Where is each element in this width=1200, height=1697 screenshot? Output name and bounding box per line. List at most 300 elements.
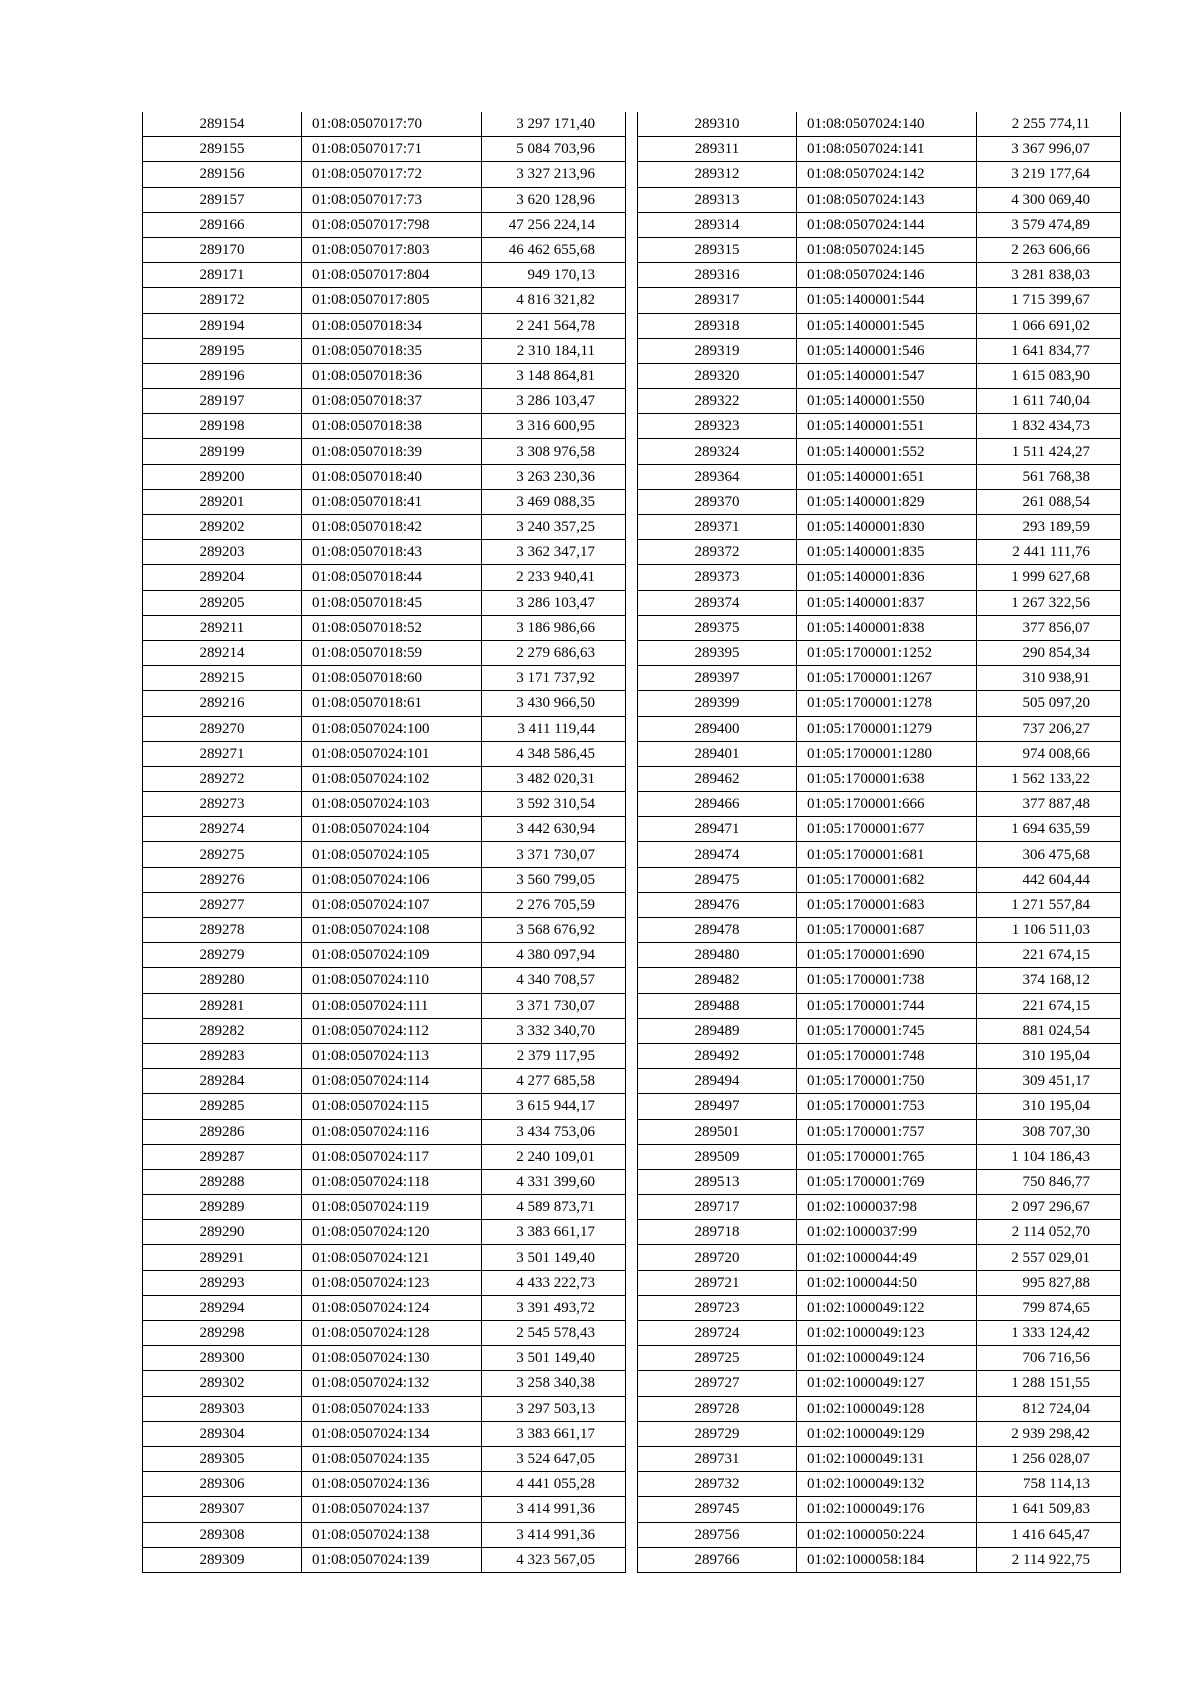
value-cell: 47 256 224,14 bbox=[482, 212, 626, 237]
cadastral-number-cell: 01:08:0507024:128 bbox=[302, 1321, 482, 1346]
table-row bbox=[638, 1472, 1121, 1497]
table-row bbox=[638, 867, 1121, 892]
value-cell: 3 434 753,06 bbox=[482, 1119, 626, 1144]
table-row bbox=[143, 792, 626, 817]
table-row bbox=[638, 716, 1121, 741]
cadastral-number-cell: 01:08:0507018:40 bbox=[302, 464, 482, 489]
record-number-cell: 289272 bbox=[143, 766, 302, 791]
value-cell: 3 286 103,47 bbox=[482, 389, 626, 414]
table-row bbox=[638, 565, 1121, 590]
record-number-cell: 289462 bbox=[638, 766, 797, 791]
cadastral-number-cell: 01:02:1000049:122 bbox=[797, 1295, 977, 1320]
value-cell: 3 240 357,25 bbox=[482, 515, 626, 540]
value-cell: 4 589 873,71 bbox=[482, 1195, 626, 1220]
value-cell: 3 383 661,17 bbox=[482, 1220, 626, 1245]
value-cell: 3 367 996,07 bbox=[977, 137, 1121, 162]
table-row bbox=[143, 313, 626, 338]
cadastral-number-cell: 01:05:1700001:638 bbox=[797, 766, 977, 791]
value-cell: 3 469 088,35 bbox=[482, 489, 626, 514]
value-cell: 974 008,66 bbox=[977, 741, 1121, 766]
value-cell: 3 308 976,58 bbox=[482, 439, 626, 464]
table-row bbox=[638, 993, 1121, 1018]
table-row bbox=[143, 464, 626, 489]
record-number-cell: 289270 bbox=[143, 716, 302, 741]
cadastral-number-cell: 01:08:0507024:141 bbox=[797, 137, 977, 162]
table-row bbox=[143, 1220, 626, 1245]
value-cell: 799 874,65 bbox=[977, 1295, 1121, 1320]
value-cell: 3 501 149,40 bbox=[482, 1245, 626, 1270]
record-number-cell: 289305 bbox=[143, 1446, 302, 1471]
cadastral-number-cell: 01:08:0507024:142 bbox=[797, 162, 977, 187]
cadastral-number-cell: 01:05:1400001:545 bbox=[797, 313, 977, 338]
table-row bbox=[143, 187, 626, 212]
table-row bbox=[143, 414, 626, 439]
cadastral-number-cell: 01:05:1700001:753 bbox=[797, 1094, 977, 1119]
cadastral-number-cell: 01:05:1700001:677 bbox=[797, 817, 977, 842]
cadastral-number-cell: 01:08:0507024:123 bbox=[302, 1270, 482, 1295]
value-cell: 4 816 321,82 bbox=[482, 288, 626, 313]
record-number-cell: 289284 bbox=[143, 1069, 302, 1094]
table-row bbox=[143, 993, 626, 1018]
record-number-cell: 289509 bbox=[638, 1144, 797, 1169]
value-cell: 1 288 151,55 bbox=[977, 1371, 1121, 1396]
record-number-cell: 289320 bbox=[638, 363, 797, 388]
record-number-cell: 289304 bbox=[143, 1421, 302, 1446]
value-cell: 221 674,15 bbox=[977, 993, 1121, 1018]
cadastral-number-cell: 01:08:0507024:119 bbox=[302, 1195, 482, 1220]
cadastral-number-cell: 01:08:0507018:43 bbox=[302, 540, 482, 565]
value-cell: 3 171 737,92 bbox=[482, 666, 626, 691]
record-number-cell: 289205 bbox=[143, 590, 302, 615]
value-cell: 812 724,04 bbox=[977, 1396, 1121, 1421]
value-cell: 3 371 730,07 bbox=[482, 993, 626, 1018]
cadastral-number-cell: 01:05:1400001:546 bbox=[797, 338, 977, 363]
record-number-cell: 289466 bbox=[638, 792, 797, 817]
record-number-cell: 289215 bbox=[143, 666, 302, 691]
table-row bbox=[143, 1069, 626, 1094]
value-cell: 4 433 222,73 bbox=[482, 1270, 626, 1295]
cadastral-number-cell: 01:05:1400001:651 bbox=[797, 464, 977, 489]
table-row bbox=[638, 1497, 1121, 1522]
record-number-cell: 289513 bbox=[638, 1169, 797, 1194]
record-number-cell: 289274 bbox=[143, 817, 302, 842]
value-cell: 306 475,68 bbox=[977, 842, 1121, 867]
cadastral-number-cell: 01:08:0507024:135 bbox=[302, 1446, 482, 1471]
record-number-cell: 289725 bbox=[638, 1346, 797, 1371]
value-cell: 3 414 991,36 bbox=[482, 1522, 626, 1547]
table-row bbox=[638, 1245, 1121, 1270]
record-number-cell: 289289 bbox=[143, 1195, 302, 1220]
record-number-cell: 289322 bbox=[638, 389, 797, 414]
table-row bbox=[143, 338, 626, 363]
cadastral-number-cell: 01:05:1700001:745 bbox=[797, 1018, 977, 1043]
cadastral-number-cell: 01:02:1000050:224 bbox=[797, 1522, 977, 1547]
cadastral-number-cell: 01:05:1700001:757 bbox=[797, 1119, 977, 1144]
cadastral-number-cell: 01:02:1000058:184 bbox=[797, 1547, 977, 1572]
record-number-cell: 289489 bbox=[638, 1018, 797, 1043]
cadastral-number-cell: 01:08:0507024:121 bbox=[302, 1245, 482, 1270]
cadastral-number-cell: 01:08:0507018:60 bbox=[302, 666, 482, 691]
record-number-cell: 289202 bbox=[143, 515, 302, 540]
table-row bbox=[638, 112, 1121, 137]
value-cell: 1 694 635,59 bbox=[977, 817, 1121, 842]
cadastral-number-cell: 01:08:0507018:45 bbox=[302, 590, 482, 615]
record-number-cell: 289214 bbox=[143, 640, 302, 665]
record-number-cell: 289286 bbox=[143, 1119, 302, 1144]
record-number-cell: 289291 bbox=[143, 1245, 302, 1270]
record-number-cell: 289728 bbox=[638, 1396, 797, 1421]
record-number-cell: 289488 bbox=[638, 993, 797, 1018]
cadastral-number-cell: 01:08:0507024:115 bbox=[302, 1094, 482, 1119]
value-cell: 2 379 117,95 bbox=[482, 1043, 626, 1068]
cadastral-number-cell: 01:05:1700001:682 bbox=[797, 867, 977, 892]
table-row bbox=[143, 1195, 626, 1220]
value-cell: 1 333 124,42 bbox=[977, 1321, 1121, 1346]
cadastral-number-cell: 01:08:0507024:146 bbox=[797, 263, 977, 288]
cadastral-number-cell: 01:05:1700001:1279 bbox=[797, 716, 977, 741]
record-number-cell: 289375 bbox=[638, 615, 797, 640]
record-number-cell: 289290 bbox=[143, 1220, 302, 1245]
record-number-cell: 289154 bbox=[143, 112, 302, 137]
table-row bbox=[638, 590, 1121, 615]
value-cell: 4 300 069,40 bbox=[977, 187, 1121, 212]
value-cell: 706 716,56 bbox=[977, 1346, 1121, 1371]
record-number-cell: 289717 bbox=[638, 1195, 797, 1220]
table-row bbox=[143, 439, 626, 464]
cadastral-number-cell: 01:08:0507017:70 bbox=[302, 112, 482, 137]
record-number-cell: 289372 bbox=[638, 540, 797, 565]
value-cell: 1 066 691,02 bbox=[977, 313, 1121, 338]
cadastral-number-cell: 01:08:0507024:132 bbox=[302, 1371, 482, 1396]
record-number-cell: 289282 bbox=[143, 1018, 302, 1043]
cadastral-number-cell: 01:05:1400001:547 bbox=[797, 363, 977, 388]
cadastral-number-cell: 01:08:0507024:116 bbox=[302, 1119, 482, 1144]
value-cell: 1 615 083,90 bbox=[977, 363, 1121, 388]
table-row bbox=[638, 288, 1121, 313]
cadastral-number-cell: 01:08:0507017:803 bbox=[302, 237, 482, 262]
record-number-cell: 289276 bbox=[143, 867, 302, 892]
value-cell: 3 560 799,05 bbox=[482, 867, 626, 892]
table-row bbox=[143, 1270, 626, 1295]
value-cell: 2 939 298,42 bbox=[977, 1421, 1121, 1446]
value-cell: 290 854,34 bbox=[977, 640, 1121, 665]
cadastral-number-cell: 01:05:1700001:681 bbox=[797, 842, 977, 867]
value-cell: 2 240 109,01 bbox=[482, 1144, 626, 1169]
table-row bbox=[143, 1245, 626, 1270]
value-cell: 3 327 213,96 bbox=[482, 162, 626, 187]
record-number-cell: 289275 bbox=[143, 842, 302, 867]
table-row bbox=[638, 1396, 1121, 1421]
value-cell: 995 827,88 bbox=[977, 1270, 1121, 1295]
value-cell: 5 084 703,96 bbox=[482, 137, 626, 162]
record-number-cell: 289370 bbox=[638, 489, 797, 514]
value-cell: 308 707,30 bbox=[977, 1119, 1121, 1144]
record-number-cell: 289478 bbox=[638, 918, 797, 943]
cadastral-number-cell: 01:02:1000049:128 bbox=[797, 1396, 977, 1421]
value-cell: 3 442 630,94 bbox=[482, 817, 626, 842]
table-row bbox=[143, 817, 626, 842]
table-row bbox=[638, 363, 1121, 388]
table-row bbox=[143, 1371, 626, 1396]
table-row bbox=[143, 288, 626, 313]
cadastral-number-cell: 01:08:0507024:114 bbox=[302, 1069, 482, 1094]
table-row bbox=[143, 1421, 626, 1446]
cadastral-number-cell: 01:08:0507024:108 bbox=[302, 918, 482, 943]
record-number-cell: 289307 bbox=[143, 1497, 302, 1522]
table-row bbox=[143, 842, 626, 867]
cadastral-number-cell: 01:02:1000049:123 bbox=[797, 1321, 977, 1346]
table-row bbox=[143, 1346, 626, 1371]
record-number-cell: 289729 bbox=[638, 1421, 797, 1446]
cadastral-number-cell: 01:08:0507024:111 bbox=[302, 993, 482, 1018]
registry-table-left bbox=[142, 112, 626, 1573]
table-row bbox=[143, 968, 626, 993]
cadastral-number-cell: 01:08:0507024:105 bbox=[302, 842, 482, 867]
cadastral-number-cell: 01:08:0507024:137 bbox=[302, 1497, 482, 1522]
record-number-cell: 289199 bbox=[143, 439, 302, 464]
value-cell: 4 331 399,60 bbox=[482, 1169, 626, 1194]
table-row bbox=[638, 212, 1121, 237]
record-number-cell: 289480 bbox=[638, 943, 797, 968]
record-number-cell: 289397 bbox=[638, 666, 797, 691]
record-number-cell: 289374 bbox=[638, 590, 797, 615]
record-number-cell: 289482 bbox=[638, 968, 797, 993]
value-cell: 949 170,13 bbox=[482, 263, 626, 288]
table-row bbox=[638, 640, 1121, 665]
record-number-cell: 289471 bbox=[638, 817, 797, 842]
value-cell: 442 604,44 bbox=[977, 867, 1121, 892]
record-number-cell: 289294 bbox=[143, 1295, 302, 1320]
table-row bbox=[638, 1094, 1121, 1119]
cadastral-number-cell: 01:05:1400001:838 bbox=[797, 615, 977, 640]
record-number-cell: 289314 bbox=[638, 212, 797, 237]
record-number-cell: 289200 bbox=[143, 464, 302, 489]
value-cell: 310 938,91 bbox=[977, 666, 1121, 691]
record-number-cell: 289720 bbox=[638, 1245, 797, 1270]
cadastral-number-cell: 01:05:1400001:837 bbox=[797, 590, 977, 615]
record-number-cell: 289281 bbox=[143, 993, 302, 1018]
table-row bbox=[143, 1295, 626, 1320]
table-row bbox=[143, 137, 626, 162]
record-number-cell: 289475 bbox=[638, 867, 797, 892]
table-row bbox=[143, 1497, 626, 1522]
record-number-cell: 289474 bbox=[638, 842, 797, 867]
record-number-cell: 289195 bbox=[143, 338, 302, 363]
value-cell: 3 620 128,96 bbox=[482, 187, 626, 212]
cadastral-number-cell: 01:08:0507024:133 bbox=[302, 1396, 482, 1421]
record-number-cell: 289288 bbox=[143, 1169, 302, 1194]
table-row bbox=[638, 338, 1121, 363]
record-number-cell: 289172 bbox=[143, 288, 302, 313]
record-number-cell: 289302 bbox=[143, 1371, 302, 1396]
table-row bbox=[638, 1321, 1121, 1346]
value-cell: 1 641 834,77 bbox=[977, 338, 1121, 363]
cadastral-number-cell: 01:05:1700001:1278 bbox=[797, 691, 977, 716]
record-number-cell: 289724 bbox=[638, 1321, 797, 1346]
cadastral-number-cell: 01:08:0507018:44 bbox=[302, 565, 482, 590]
cadastral-number-cell: 01:05:1700001:690 bbox=[797, 943, 977, 968]
table-row bbox=[638, 892, 1121, 917]
record-number-cell: 289166 bbox=[143, 212, 302, 237]
table-row bbox=[638, 162, 1121, 187]
table-row bbox=[143, 363, 626, 388]
cadastral-number-cell: 01:05:1700001:765 bbox=[797, 1144, 977, 1169]
value-cell: 4 380 097,94 bbox=[482, 943, 626, 968]
cadastral-number-cell: 01:08:0507024:134 bbox=[302, 1421, 482, 1446]
table-row bbox=[143, 515, 626, 540]
cadastral-number-cell: 01:08:0507017:804 bbox=[302, 263, 482, 288]
table-row bbox=[638, 1346, 1121, 1371]
table-row bbox=[638, 137, 1121, 162]
cadastral-number-cell: 01:05:1700001:1252 bbox=[797, 640, 977, 665]
cadastral-number-cell: 01:08:0507018:37 bbox=[302, 389, 482, 414]
value-cell: 1 271 557,84 bbox=[977, 892, 1121, 917]
registry-table-right bbox=[637, 112, 1121, 1573]
value-cell: 2 310 184,11 bbox=[482, 338, 626, 363]
value-cell: 3 414 991,36 bbox=[482, 1497, 626, 1522]
value-cell: 2 441 111,76 bbox=[977, 540, 1121, 565]
record-number-cell: 289279 bbox=[143, 943, 302, 968]
cadastral-number-cell: 01:05:1700001:1267 bbox=[797, 666, 977, 691]
value-cell: 3 332 340,70 bbox=[482, 1018, 626, 1043]
cadastral-number-cell: 01:08:0507024:143 bbox=[797, 187, 977, 212]
cadastral-number-cell: 01:05:1400001:551 bbox=[797, 414, 977, 439]
cadastral-number-cell: 01:02:1000049:131 bbox=[797, 1446, 977, 1471]
table-row bbox=[638, 263, 1121, 288]
record-number-cell: 289395 bbox=[638, 640, 797, 665]
record-number-cell: 289201 bbox=[143, 489, 302, 514]
cadastral-number-cell: 01:08:0507018:36 bbox=[302, 363, 482, 388]
value-cell: 1 511 424,27 bbox=[977, 439, 1121, 464]
cadastral-number-cell: 01:05:1400001:829 bbox=[797, 489, 977, 514]
cadastral-number-cell: 01:08:0507024:104 bbox=[302, 817, 482, 842]
cadastral-number-cell: 01:05:1400001:544 bbox=[797, 288, 977, 313]
value-cell: 3 391 493,72 bbox=[482, 1295, 626, 1320]
table-row bbox=[143, 1018, 626, 1043]
table-row bbox=[143, 1547, 626, 1572]
record-number-cell: 289170 bbox=[143, 237, 302, 262]
value-cell: 293 189,59 bbox=[977, 515, 1121, 540]
value-cell: 3 615 944,17 bbox=[482, 1094, 626, 1119]
table-row bbox=[143, 389, 626, 414]
record-number-cell: 289310 bbox=[638, 112, 797, 137]
table-row bbox=[638, 842, 1121, 867]
table-row bbox=[143, 766, 626, 791]
record-number-cell: 289497 bbox=[638, 1094, 797, 1119]
record-number-cell: 289731 bbox=[638, 1446, 797, 1471]
cadastral-number-cell: 01:05:1400001:830 bbox=[797, 515, 977, 540]
value-cell: 3 219 177,64 bbox=[977, 162, 1121, 187]
record-number-cell: 289399 bbox=[638, 691, 797, 716]
record-number-cell: 289300 bbox=[143, 1346, 302, 1371]
cadastral-number-cell: 01:08:0507018:38 bbox=[302, 414, 482, 439]
record-number-cell: 289306 bbox=[143, 1472, 302, 1497]
value-cell: 1 267 322,56 bbox=[977, 590, 1121, 615]
record-number-cell: 289197 bbox=[143, 389, 302, 414]
record-number-cell: 289171 bbox=[143, 263, 302, 288]
cadastral-number-cell: 01:08:0507024:144 bbox=[797, 212, 977, 237]
value-cell: 1 999 627,68 bbox=[977, 565, 1121, 590]
table-row bbox=[638, 918, 1121, 943]
value-cell: 2 114 922,75 bbox=[977, 1547, 1121, 1572]
table-row bbox=[143, 1396, 626, 1421]
cadastral-number-cell: 01:05:1400001:552 bbox=[797, 439, 977, 464]
cadastral-number-cell: 01:08:0507017:798 bbox=[302, 212, 482, 237]
table-row bbox=[638, 1446, 1121, 1471]
value-cell: 1 611 740,04 bbox=[977, 389, 1121, 414]
record-number-cell: 289494 bbox=[638, 1069, 797, 1094]
value-cell: 2 557 029,01 bbox=[977, 1245, 1121, 1270]
value-cell: 3 371 730,07 bbox=[482, 842, 626, 867]
record-number-cell: 289303 bbox=[143, 1396, 302, 1421]
value-cell: 3 297 503,13 bbox=[482, 1396, 626, 1421]
value-cell: 1 832 434,73 bbox=[977, 414, 1121, 439]
table-row bbox=[143, 212, 626, 237]
value-cell: 3 482 020,31 bbox=[482, 766, 626, 791]
value-cell: 4 348 586,45 bbox=[482, 741, 626, 766]
cadastral-number-cell: 01:08:0507024:139 bbox=[302, 1547, 482, 1572]
cadastral-number-cell: 01:08:0507018:59 bbox=[302, 640, 482, 665]
table-row bbox=[638, 666, 1121, 691]
table-row bbox=[638, 1522, 1121, 1547]
record-number-cell: 289745 bbox=[638, 1497, 797, 1522]
record-number-cell: 289298 bbox=[143, 1321, 302, 1346]
table-row bbox=[143, 565, 626, 590]
value-cell: 1 416 645,47 bbox=[977, 1522, 1121, 1547]
cadastral-number-cell: 01:08:0507024:140 bbox=[797, 112, 977, 137]
table-row bbox=[638, 439, 1121, 464]
value-cell: 3 263 230,36 bbox=[482, 464, 626, 489]
value-cell: 377 887,48 bbox=[977, 792, 1121, 817]
value-cell: 3 148 864,81 bbox=[482, 363, 626, 388]
cadastral-number-cell: 01:08:0507024:100 bbox=[302, 716, 482, 741]
cadastral-number-cell: 01:08:0507017:72 bbox=[302, 162, 482, 187]
table-row bbox=[638, 1270, 1121, 1295]
value-cell: 2 263 606,66 bbox=[977, 237, 1121, 262]
record-number-cell: 289501 bbox=[638, 1119, 797, 1144]
table-row bbox=[638, 741, 1121, 766]
table-row bbox=[143, 590, 626, 615]
table-row bbox=[143, 918, 626, 943]
cadastral-number-cell: 01:08:0507024:130 bbox=[302, 1346, 482, 1371]
table-row bbox=[638, 1371, 1121, 1396]
table-row bbox=[143, 691, 626, 716]
record-number-cell: 289156 bbox=[143, 162, 302, 187]
record-number-cell: 289157 bbox=[143, 187, 302, 212]
cadastral-number-cell: 01:05:1700001:666 bbox=[797, 792, 977, 817]
value-cell: 3 281 838,03 bbox=[977, 263, 1121, 288]
record-number-cell: 289727 bbox=[638, 1371, 797, 1396]
table-row bbox=[638, 792, 1121, 817]
table-row bbox=[143, 615, 626, 640]
record-number-cell: 289492 bbox=[638, 1043, 797, 1068]
table-row bbox=[143, 867, 626, 892]
value-cell: 46 462 655,68 bbox=[482, 237, 626, 262]
cadastral-number-cell: 01:05:1700001:683 bbox=[797, 892, 977, 917]
cadastral-number-cell: 01:05:1700001:738 bbox=[797, 968, 977, 993]
table-row bbox=[638, 943, 1121, 968]
value-cell: 4 340 708,57 bbox=[482, 968, 626, 993]
record-number-cell: 289313 bbox=[638, 187, 797, 212]
table-row bbox=[638, 464, 1121, 489]
cadastral-number-cell: 01:08:0507018:35 bbox=[302, 338, 482, 363]
cadastral-number-cell: 01:08:0507024:138 bbox=[302, 1522, 482, 1547]
table-row bbox=[143, 640, 626, 665]
record-number-cell: 289476 bbox=[638, 892, 797, 917]
cadastral-number-cell: 01:08:0507018:41 bbox=[302, 489, 482, 514]
value-cell: 2 255 774,11 bbox=[977, 112, 1121, 137]
record-number-cell: 289373 bbox=[638, 565, 797, 590]
